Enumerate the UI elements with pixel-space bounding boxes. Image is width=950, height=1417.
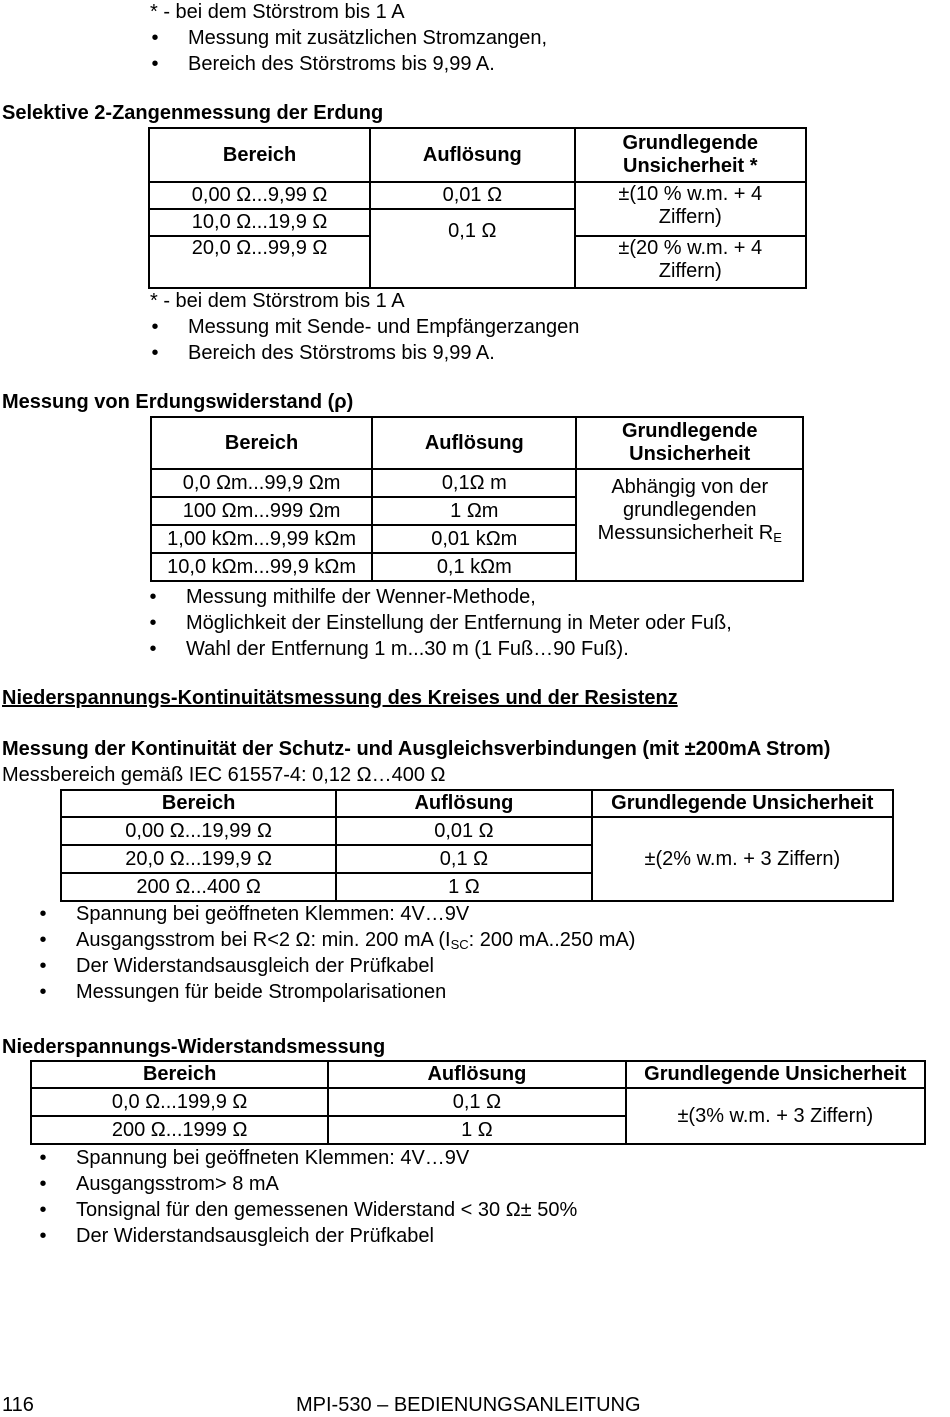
table-cell: 1 Ω xyxy=(328,1116,625,1144)
bullet-icon: • xyxy=(151,316,159,338)
table-cell: 0,00 Ω...19,99 Ω xyxy=(61,817,336,845)
section-title: Messung von Erdungswiderstand (ρ) xyxy=(2,391,354,413)
section-title: Niederspannungs-Widerstandsmessung xyxy=(2,1036,386,1058)
spec-table xyxy=(60,789,894,902)
table-cell: 10,0 kΩm...99,9 kΩm xyxy=(151,553,372,581)
table-cell: 0,1 kΩm xyxy=(372,553,576,581)
table-cell: Abhängig von der grundlegenden Messunsicherheit $R_E$ xyxy=(576,469,803,581)
footnote: * - bei dem Störstrom bis 1 A xyxy=(150,290,405,312)
table-cell: 0,01 Ω xyxy=(336,817,591,845)
table-cell: 1 Ωm xyxy=(372,497,576,525)
table-cell: 100 Ωm...999 Ωm xyxy=(151,497,372,525)
table-cell: 0,1 Ω xyxy=(328,1088,625,1116)
column-header: Grundlegende Unsicherheit xyxy=(576,417,803,469)
table-cell: 0,0 Ω...199,9 Ω xyxy=(31,1088,328,1116)
table-cell: 0,00 Ω...9,99 Ω xyxy=(149,182,370,209)
section-title: Niederspannungs-Kontinuitätsmessung des Kreises und der Resistenz xyxy=(2,687,678,709)
column-header: Bereich xyxy=(151,417,372,469)
table-cell: ±(10 % w.m. + 4 Ziffern) xyxy=(575,182,806,236)
table-cell: ±(20 % w.m. + 4 Ziffern) xyxy=(575,236,806,288)
bullet-icon: • xyxy=(151,342,159,364)
section-title: Messung der Kontinuität der Schutz- und Ausgleichsverbindungen (mit ±200mA Strom) xyxy=(2,738,831,760)
table-cell: 0,1 Ω xyxy=(370,209,574,288)
bullet-icon: • xyxy=(151,53,159,75)
column-header: Auflösung xyxy=(372,417,576,469)
table-cell: ±(3% w.m. + 3 Ziffern) xyxy=(626,1088,925,1144)
table-cell: 0,01 Ω xyxy=(370,182,574,209)
table-cell: 0,0 Ωm...99,9 Ωm xyxy=(151,469,372,497)
table-cell: ±(2% w.m. + 3 Ziffern) xyxy=(592,817,893,901)
footnote: * - bei dem Störstrom bis 1 A xyxy=(150,1,405,23)
bullet-icon: • xyxy=(39,1147,47,1169)
page-number: 116 xyxy=(2,1394,34,1416)
table-cell: 0,1 Ω xyxy=(336,845,591,873)
table-cell: 10,0 Ω...19,9 Ω xyxy=(149,209,370,236)
bullet-icon: • xyxy=(151,27,159,49)
section-title: Selektive 2-Zangenmessung der Erdung xyxy=(2,102,384,124)
spec-table xyxy=(148,127,807,289)
table-cell: 200 Ω...1999 Ω xyxy=(31,1116,328,1144)
bullet-icon: • xyxy=(39,981,47,1003)
column-header: Bereich xyxy=(31,1061,328,1088)
bullet-icon: • xyxy=(149,638,157,660)
column-header: Bereich xyxy=(149,128,370,182)
column-header: Grundlegende Unsicherheit * xyxy=(575,128,806,182)
spec-table xyxy=(150,416,804,582)
bullet-icon: • xyxy=(39,929,47,951)
column-header: Bereich xyxy=(61,790,336,817)
manual-title: MPI-530 – BEDIENUNGSANLEITUNG xyxy=(296,1394,641,1416)
table-cell: 0,1Ω m xyxy=(372,469,576,497)
spec-table xyxy=(30,1060,926,1145)
table-cell: 1,00 kΩm...9,99 kΩm xyxy=(151,525,372,553)
column-header: Grundlegende Unsicherheit xyxy=(592,790,893,817)
table-cell: 1 Ω xyxy=(336,873,591,901)
bullet-icon: • xyxy=(39,1173,47,1195)
table-cell: 20,0 Ω...199,9 Ω xyxy=(61,845,336,873)
bullet-icon: • xyxy=(39,955,47,977)
table-cell: 0,01 kΩm xyxy=(372,525,576,553)
column-header: Auflösung xyxy=(336,790,591,817)
column-header: Auflösung xyxy=(370,128,574,182)
column-header: Grundlegende Unsicherheit xyxy=(626,1061,925,1088)
bullet-icon: • xyxy=(149,586,157,608)
column-header: Auflösung xyxy=(328,1061,625,1088)
section-subtitle: Messbereich gemäß IEC 61557-4: 0,12 Ω…400 Ω xyxy=(2,764,446,786)
bullet-icon: • xyxy=(149,612,157,634)
bullet-icon: • xyxy=(39,1199,47,1221)
bullet-icon: • xyxy=(39,1225,47,1247)
table-cell: 200 Ω...400 Ω xyxy=(61,873,336,901)
bullet-icon: • xyxy=(39,903,47,925)
table-cell: 20,0 Ω...99,9 Ω xyxy=(149,236,370,288)
